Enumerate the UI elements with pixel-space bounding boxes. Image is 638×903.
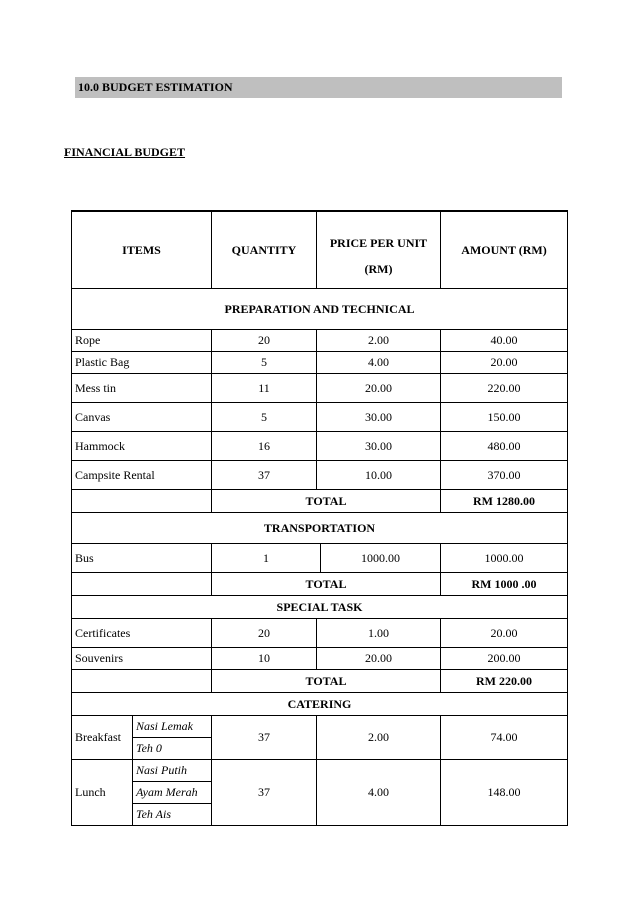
table-row (72, 352, 568, 374)
item-amount: 40.00 (441, 330, 568, 352)
item-price: 2.00 (317, 330, 441, 352)
section-heading: 10.0 BUDGET ESTIMATION (75, 77, 562, 98)
table-row (72, 432, 568, 461)
item-name: Mess tin (72, 374, 212, 403)
header-price-per-unit: PRICE PER UNIT (RM) (317, 212, 441, 289)
item-amount: 480.00 (441, 432, 568, 461)
item-price: 20.00 (317, 374, 441, 403)
item-quantity: 10 (212, 648, 317, 670)
menu-item: Nasi Lemak (133, 716, 212, 738)
item-quantity: 37 (212, 716, 317, 760)
item-name: Rope (72, 330, 212, 352)
menu-item: Nasi Putih (133, 760, 212, 782)
total-value: RM 220.00 (441, 670, 568, 693)
item-name: Bus (72, 544, 212, 573)
item-amount: 150.00 (441, 403, 568, 432)
total-label: TOTAL (212, 490, 441, 513)
item-name: Plastic Bag (72, 352, 212, 374)
item-price: 30.00 (317, 403, 441, 432)
item-price: 4.00 (317, 760, 441, 826)
section-title-row (72, 289, 568, 330)
table-row (72, 716, 568, 738)
total-row (72, 490, 568, 513)
total-value: RM 1000 .00 (441, 573, 568, 596)
menu-item: Teh Ais (133, 804, 212, 826)
total-label: TOTAL (212, 670, 441, 693)
item-quantity: 37 (212, 461, 317, 490)
meal-label: Breakfast (72, 716, 133, 760)
header-quantity: QUANTITY (212, 212, 317, 289)
item-quantity: 16 (212, 432, 317, 461)
budget-table (71, 210, 568, 826)
table-row (72, 330, 568, 352)
item-quantity: 11 (212, 374, 317, 403)
total-value: RM 1280.00 (441, 490, 568, 513)
item-quantity: 5 (212, 403, 317, 432)
table-header-row (72, 212, 568, 289)
section-title-row (72, 693, 568, 716)
item-amount: 20.00 (441, 352, 568, 374)
meal-label: Lunch (72, 760, 133, 826)
item-quantity: 20 (212, 619, 317, 648)
item-price: 1.00 (317, 619, 441, 648)
table-row (72, 619, 568, 648)
item-amount: 370.00 (441, 461, 568, 490)
item-quantity: 37 (212, 760, 317, 826)
menu-item: Teh 0 (133, 738, 212, 760)
item-name: Souvenirs (72, 648, 212, 670)
table-row (72, 648, 568, 670)
item-price: 4.00 (317, 352, 441, 374)
item-name: Hammock (72, 432, 212, 461)
header-amount: AMOUNT (RM) (441, 212, 568, 289)
table-row (72, 461, 568, 490)
section-catering-title: CATERING (72, 693, 568, 716)
financial-budget-heading: FINANCIAL BUDGET (64, 145, 186, 159)
item-price: 2.00 (317, 716, 441, 760)
item-quantity: 20 (212, 330, 317, 352)
item-amount: 148.00 (441, 760, 568, 826)
item-quantity: 5 (212, 352, 317, 374)
item-amount: 220.00 (441, 374, 568, 403)
table-row (72, 403, 568, 432)
menu-item: Ayam Merah (133, 782, 212, 804)
section-title-row (72, 513, 568, 544)
total-row (72, 573, 568, 596)
item-price: 30.00 (317, 432, 441, 461)
item-amount: 74.00 (441, 716, 568, 760)
section-title-row (72, 596, 568, 619)
item-name: Campsite Rental (72, 461, 212, 490)
total-label: TOTAL (212, 573, 441, 596)
item-name: Certificates (72, 619, 212, 648)
section-special-task-title: SPECIAL TASK (72, 596, 568, 619)
item-price: 10.00 (317, 461, 441, 490)
item-price: 20.00 (317, 648, 441, 670)
item-price: 1000.00 (321, 544, 441, 573)
header-items: ITEMS (72, 212, 212, 289)
item-quantity: 1 (212, 544, 321, 573)
item-amount: 1000.00 (441, 544, 568, 573)
table-row (72, 544, 568, 573)
section-preparation-title: PREPARATION AND TECHNICAL (72, 289, 568, 330)
section-transportation-title: TRANSPORTATION (72, 513, 568, 544)
item-amount: 200.00 (441, 648, 568, 670)
table-row (72, 760, 568, 782)
item-amount: 20.00 (441, 619, 568, 648)
table-row (72, 374, 568, 403)
item-name: Canvas (72, 403, 212, 432)
total-row (72, 670, 568, 693)
